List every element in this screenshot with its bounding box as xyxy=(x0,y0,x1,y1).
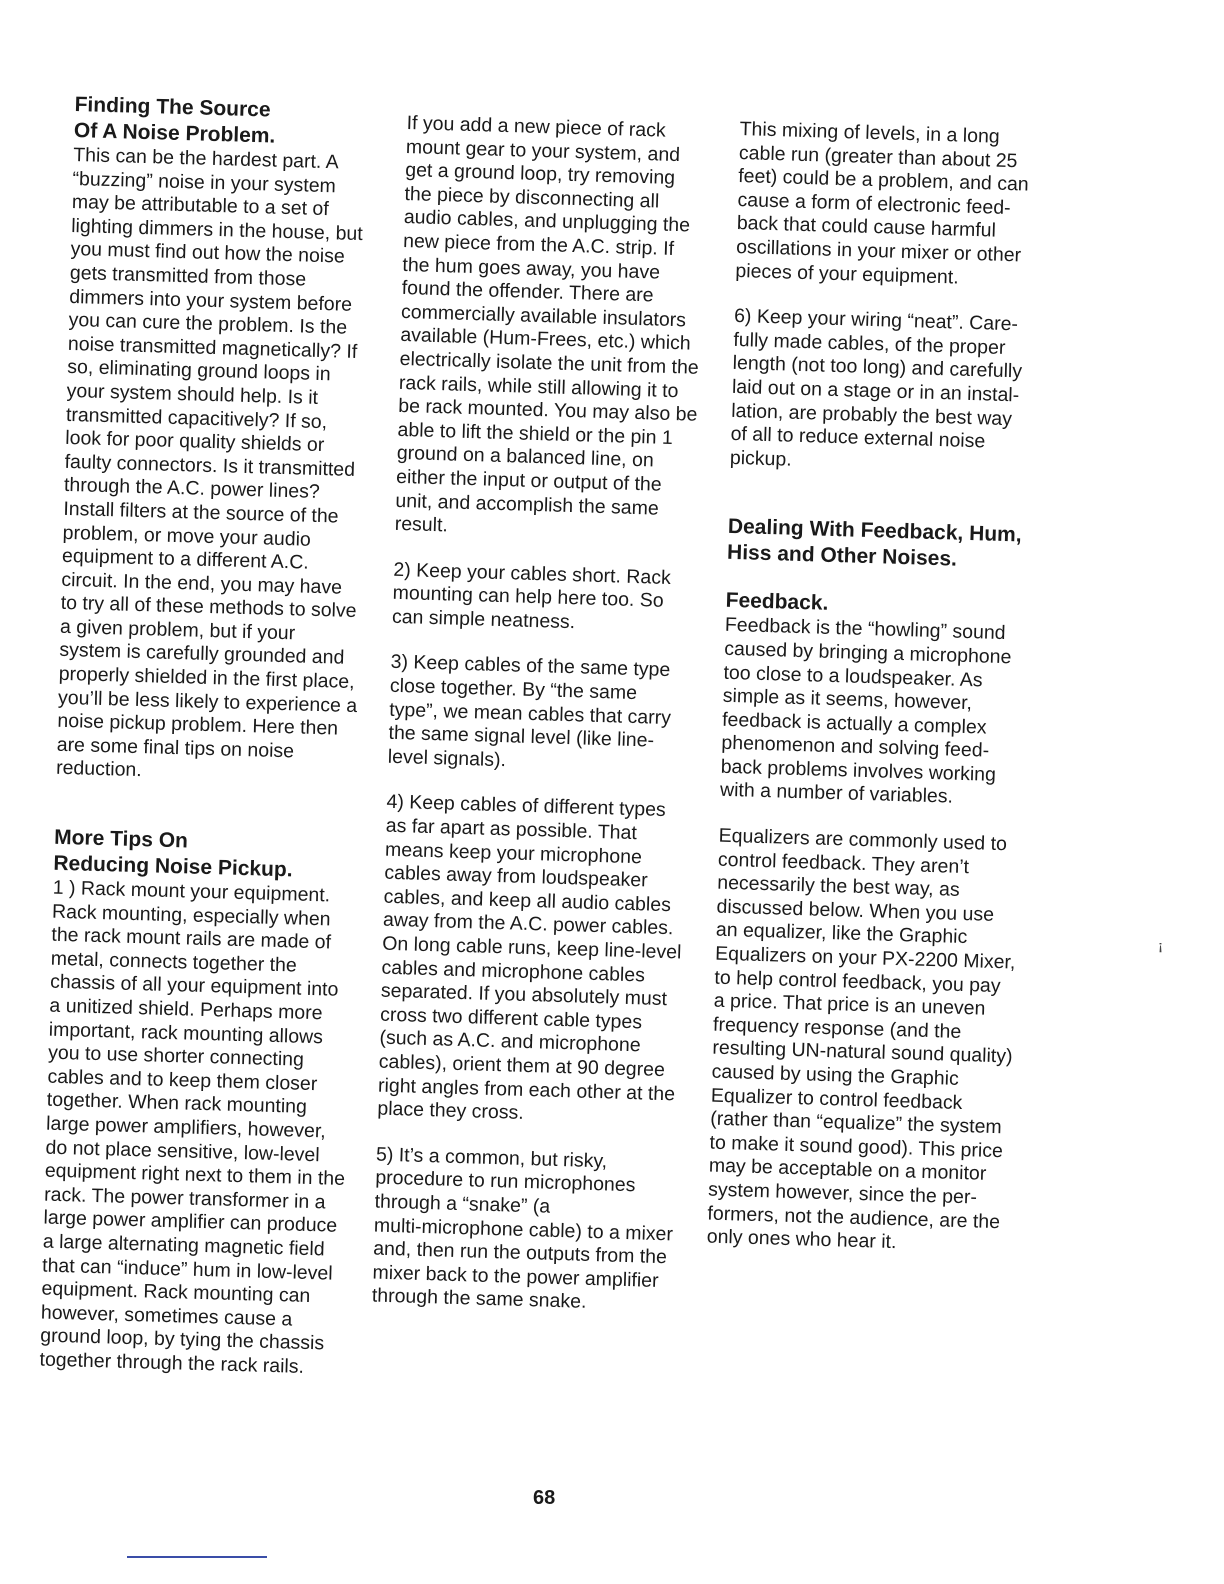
scan-mark: ꜟ xyxy=(1158,940,1164,960)
paragraph-feedback-intro: Feedback is the “howling” sound caused by bringing a microphone too close to a loudspeaker. As simple as it seems, however, feedback is actually a complex phenomenon and solving feed- back problems involves working with a number of variables. xyxy=(719,614,1012,809)
paragraph-tip-6: 6) Keep your wiring “neat”. Care- fully made cables, of the proper length (not too long) and carefully laid out on a stage or in an instal- lation, are probably the best way of all to reduce external noise pickup. xyxy=(729,305,1023,471)
footer-rule xyxy=(127,1556,267,1558)
section-heading-more-tips: More Tips On Reducing Noise Pickup. xyxy=(53,825,293,882)
page-number: 68 xyxy=(533,1487,556,1509)
column-middle xyxy=(371,112,751,1319)
paragraph-finding-source: This can be the hardest part. A “buzzing” noise in your system may be attributable to a set of lighting dimmers in the house, but you must find out how the noise gets transmitted from those dimmers into your system before you can cure the problem. Is the noise transmitted magnetically? If so, eliminating ground loops in your system should help. Is it transmitted capacitively? If so, look for poor quality shields or faulty connectors. Is it transmitted through the A.C. power lines? Install filters at the source of the problem, or move your audio equipment to a different A.C. circuit. In the end, you may have to try all of these methods to solve a given problem, but if your system is carefully grounded and properly shielded in the first place, you’ll be less likely to experience a noise pickup problem. Here then are some final tips on noise reduction. xyxy=(55,143,364,782)
paragraph-tip-4: 4) Keep cables of different types as far apart as possible. That means keep your microphone cables away from loudspeaker cables, and keep all audio cables away from the A.C. power cables. On long cable runs, keep line-level cables and microphone cables separated. If you absolutely must cross two different cable types (such as A.C. and microphone cables), orient them at 90 degree right angles from each other at the place they cross. xyxy=(377,791,682,1125)
paragraph-tip-2: 2) Keep your cables short. Rack mounting can help here too. So can simple neatness. xyxy=(391,558,672,634)
paragraph-rack-mount: 1 ) Rack mount your equipment. Rack mounting, especially when the rack mount rails are made of metal, connects together the chassis of all your equipment into a unitized shield. Perhaps more important, rack mounting allows you to use shorter connecting cables and to keep them closer together. When rack mounting large power amplifiers, however, do not place sensitive, low-level equipment right next to them in the rack. The power transformer in a large power amplifier can produce a large alternating magnetic field that can “induce” hum in low-level equipment. Rack mounting can however, sometimes cause a ground loop, by tying the chassis together through the rack rails. xyxy=(39,876,346,1378)
paragraph-mixing-levels: This mixing of levels, in a long cable run (greater than about 25 feet) could be a problem, and can cause a form of electronic feed- back that could cause harmful oscillations in your mixer or other pieces of your equipment. xyxy=(735,118,1030,289)
paragraph-tip-3: 3) Keep cables of the same type close together. By “the same type”, we mean cables that carry the same signal level (like line- level signals). xyxy=(387,651,672,772)
paragraph-new-rack-gear: If you add a new piece of rack mount gear to your system, and get a ground loop, try removing the piece by disconnecting all audio cables, and unplugging the new piece from the A.C. strip. If the hum goes away, you have found the offender. There are commercially available insulators available (Hum-Frees, etc.) which electrically isolate the unit from the rack rails, while still allowing it to be rack mounted. You may also be able to lift the shield or the pin 1 ground on a balanced line, on either the input or output of the unit, and accomplish the same result. xyxy=(394,112,700,537)
paragraph-equalizers: Equalizers are commonly used to control feedback. They aren’t necessarily the best way, as discussed below. When you use an equalizer, like the Graphic Equalizers on your PX-2200 Mixer, to help control feedback, you pay a price. That price is an uneven frequency response (and the resulting UN-natural sound quality) caused by using the Graphic Equalizer to control feedback (rather than “equalize” the system to make it sound good). This price may be acceptable on a monitor system however, since the per- formers, not the audience, are the only ones who hear it. xyxy=(706,824,1016,1254)
column-left xyxy=(39,92,420,1382)
paragraph-tip-5: 5) It’s a common, but risky, procedure to run microphones through a “snake” (a multi-microphone cable) to a mixer and, then run the outputs from the mixer back to the power amplifier through the same snake. xyxy=(371,1143,674,1314)
section-heading-dealing-feedback: Dealing With Feedback, Hum, Hiss and Other Noises. xyxy=(726,515,1022,571)
column-right xyxy=(706,118,1084,1259)
subheading-feedback: Feedback. xyxy=(725,589,829,616)
section-heading-finding-source: Finding The Source Of A Noise Problem. xyxy=(73,92,276,148)
